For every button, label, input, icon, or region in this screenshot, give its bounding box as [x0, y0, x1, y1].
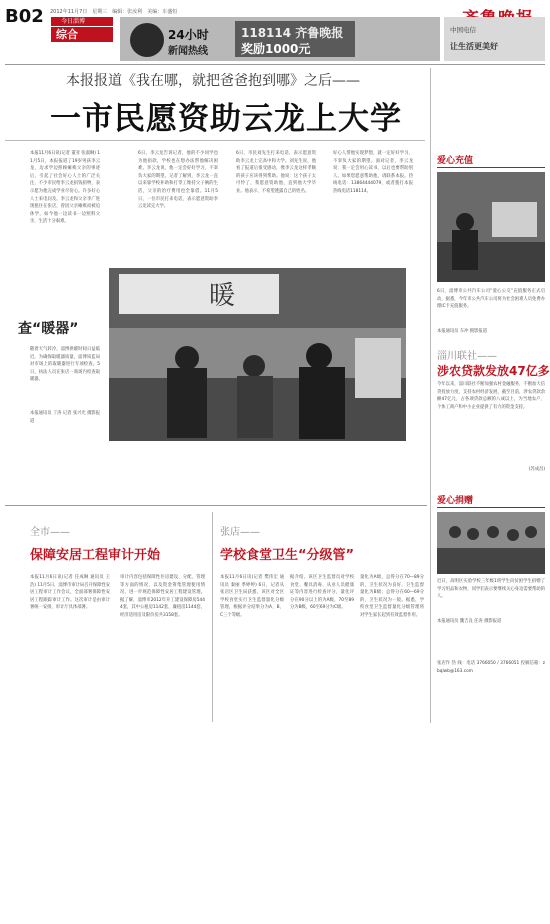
ad-hotline-title: 24小时 — [168, 28, 209, 42]
audit-headline: 保障安居工程审计开始 — [30, 548, 161, 563]
ad-center-line2: 奖励1000元 — [241, 42, 311, 56]
audit-col-1: 本报11月6日讯(记者 任成琳 通讯员 王浩) 11月5日，淄博市审计局召开保障性安居工程审计工作会议，全面部署保障性安居工程跟踪审计工作。这次审计是由审计署统一安排，审计厅具体部署。 — [30, 575, 110, 611]
dateline: 2012年11月7日 星期三 编辑：张汝利 美编：车盛恒 — [50, 9, 178, 15]
telecom-name: 中国电信 — [450, 26, 476, 34]
ad-hotline-sub: 新闻热线 — [168, 46, 208, 57]
audit-col-2: 审计内容包括保障性住房建设、分配、管理等方面的情况，以及资金筹集管理使用情况，进一步规范保障性安居工程建设管理。据了解，淄博市2012年开工建设保障房5444套，其中公租房1142套，廉租房1144套，经济适用房及限价房共3158套。 — [120, 575, 205, 618]
finance-credit: (苏成昌) — [528, 467, 545, 472]
charity-title: 爱心充值 — [437, 156, 474, 166]
canteen-col-1: 本报11月6日讯(记者 樊伟宏 通讯员 秦丽 季婷婷) 6日，记者从张店区卫生局获悉，该区对全区学校食堂实行卫生监督量化分级管理，根据评分结果分为A、B、C三个等级。 — [220, 575, 284, 618]
lead-headline: 一市民愿资助云龙上大学 — [50, 101, 402, 137]
photo-caption-text: 随着天气转冷，淄博供暖时间日益临近，为确保取暖器质量，淄博质监局对市场上的取暖器进行专项检查。5日，执法人员在张店一商场内检查取暖器。 — [30, 347, 100, 383]
contact-note: 张店作 热 线：电话 3766050 / 3766051 投稿信箱：zbqlwb@163.com — [437, 661, 545, 674]
lead-col-2: 6日，李云龙告诉记者，他的不少同学也为他捐款，学校也在想办法帮他解决困难。李云龙说，他一定会好好学习，不辜负大家的期望。记者了解到，李云龙一直以来靠学校补助和打零工维持父子俩的生活，父亲的治疗费用也全靠借。11月5日，一位市民打来电话，表示愿意资助李云龙读完大学。 — [138, 151, 218, 210]
sign-text: 暖 — [209, 281, 236, 311]
ad-center-line1: 118114 齐鲁晚报 — [241, 26, 344, 40]
section-tag: 今日淄博 — [51, 17, 113, 26]
bottom-column-rule — [212, 512, 213, 722]
bottom-divider — [5, 505, 427, 506]
donate-title: 爱心捐赠 — [437, 496, 474, 506]
lead-col-4: 好心人帮他实现梦想，就一定好好学习，不辜负大家的期望。面对记者，李云龙说：我一定会用心读书，以后也要帮助别人。如果您愿意帮助他，请联系本报。热线电话：13864444079，或者拨打本报热线电话118114。 — [333, 151, 413, 194]
lead-kicker: 本报报道《我在哪，就把爸爸抱到哪》之后—— — [66, 73, 360, 89]
donate-text: 近日，高明区实验学校三年级1班学生向贫困学生捐赠了学习用品和衣物，同学们表示要继续关心身边需要帮助的人。 — [437, 579, 545, 600]
canteen-label: 张店—— — [220, 527, 260, 538]
lead-col-1: 本报11月6日讯(记者 董亚 张淑琳) 11月5日，本报报道了19岁男孩李云龙，边求学边照顾瘫痪父亲的事迹后，引起了社会好心人士的广泛关注，不少市民给李云龙捐钱捐物，表示愿为他完成学业尽份心。许多好心人士来电问及。李云龙和父亲李广进现租住在张店，曾因父亲瘫痪而被迫休学，如今他一边读书一边照料父亲，生活十分艰难。 — [30, 151, 100, 225]
inspection-photo — [109, 268, 406, 441]
finance-headline: 涉农贷款发放47亿多 — [437, 364, 550, 378]
section-name: 综合 — [51, 27, 113, 42]
telecom-ad — [444, 17, 545, 61]
ad-center-block — [235, 21, 355, 57]
telecom-slogan: 让生活更美好 — [450, 42, 498, 51]
charity-photo — [437, 172, 545, 282]
header-divider — [5, 64, 545, 65]
lead-col-3: 6日，市民刘先生打来电话，表示愿意资助李云龙上完高中和大学。刘先生说，他看了报道后很受感动，像李云龙这样孝顺的孩子应该得到帮助。他说：这个孩子太可怜了，我愿意资助他，直到他大学毕业。他表示，不希望透露自己的姓名。 — [236, 151, 316, 194]
donate-rule — [437, 507, 545, 508]
charity-credit: 本报通讯员 车冲 摄影报道 — [437, 329, 487, 334]
right-column-rule — [430, 68, 431, 723]
donate-credit: 本报通讯员 魏吉良 任涛 摄影报道 — [437, 619, 502, 624]
canteen-col-2: 据介绍，该区卫生监督员对学校食堂、餐具消毒、从业人员健康证等内容进行检查评分，量化评分在90分以上的为A级，70至89分为B级，60至69分为C级。 — [290, 575, 354, 611]
page-number: B02 — [5, 6, 44, 27]
photo-caption-credit: 本报通讯员 丁涛 记者 张兴光 摄影报道 — [30, 411, 100, 424]
donate-photo — [437, 512, 545, 574]
canteen-headline: 学校食堂卫生“分级管” — [220, 548, 355, 563]
charity-text: 6日，淄博市公共汽车公司“爱心公交”充值服务正式启动，据悉，今年市公共汽车公司将为社会困难人员免费办理IC卡充值服务。 — [437, 289, 545, 310]
clock-icon — [130, 23, 164, 57]
finance-label: 淄川联社—— — [437, 351, 497, 362]
charity-rule — [437, 167, 545, 168]
audit-label: 全市—— — [30, 527, 70, 538]
lead-divider — [5, 140, 425, 141]
banner-ad — [120, 17, 440, 61]
canteen-col-3: 量化为A级，总得分在70—89分的，卫生状况为良好，卫生监督量化为B级；总得分在60—69分的，卫生状况为一般。据悉，学校食堂卫生监督量化分级管理将对学生家长起到有效监督作用。 — [360, 575, 424, 618]
photo-caption-title: 查“暖器” — [18, 321, 79, 337]
finance-text: 今年以来，淄川联社不断加强农村金融服务，不断加大信贷投放力度，支持农村经济发展，截至目前，涉农贷款余额47亿元，占各项贷款总额的八成以上，为当地农户、个体工商户和中小企业提供了有力的资金支持。 — [437, 382, 545, 410]
